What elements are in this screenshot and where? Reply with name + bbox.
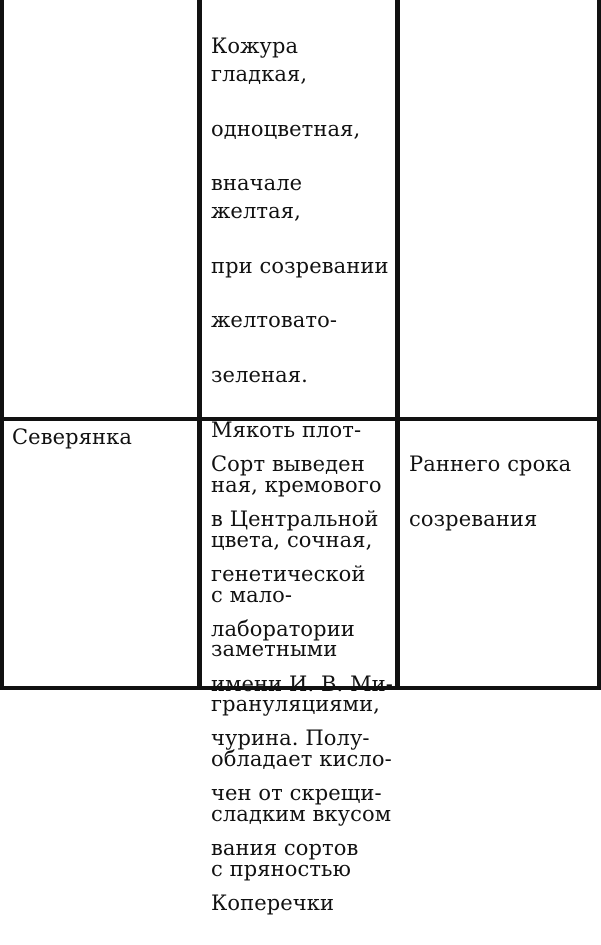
description-line: с мало- xyxy=(211,582,293,607)
ripening-line: Раннего срока xyxy=(409,452,572,477)
description-line: Сорт выведен xyxy=(211,452,365,477)
description-line: ная, кремового xyxy=(211,472,382,497)
table-divider-col2 xyxy=(395,0,400,690)
row2-description xyxy=(211,424,393,945)
description-line: сладким вкусом xyxy=(211,801,392,826)
description-line: Мякоть плот- xyxy=(211,418,362,443)
description-line: чен от скрещи- xyxy=(211,781,382,806)
description-line: грануляциями, xyxy=(211,692,380,717)
description-line: с пряностью xyxy=(211,856,351,881)
description-line: при созревании xyxy=(211,253,389,278)
row2-variety-name: Северянка xyxy=(12,425,132,449)
description-line: лаборатории xyxy=(211,616,355,641)
description-line: вания сортов xyxy=(211,836,359,861)
description-line: имени И. В. Ми- xyxy=(211,671,393,696)
table-divider-col1 xyxy=(197,0,202,690)
description-line: в Центральной xyxy=(211,507,379,532)
description-line: чурина. Полу- xyxy=(211,726,370,751)
description-line: заметными xyxy=(211,637,338,662)
row2-ripening xyxy=(409,424,595,561)
ripening-line: созревания xyxy=(409,507,538,532)
description-line: зеленая. xyxy=(211,363,308,388)
description-line: Кожура гладкая, xyxy=(211,34,308,86)
description-line: желтовато- xyxy=(211,308,338,333)
description-line: одноцветная, xyxy=(211,116,361,141)
description-line: вначале желтая, xyxy=(211,171,303,223)
description-line: генетической xyxy=(211,562,366,587)
description-line: цвета, сочная, xyxy=(211,527,373,552)
description-line: Коперечки xyxy=(211,890,335,915)
table-border-right xyxy=(597,0,601,690)
table-border-left xyxy=(0,0,4,690)
description-line: обладает кисло- xyxy=(211,746,392,771)
